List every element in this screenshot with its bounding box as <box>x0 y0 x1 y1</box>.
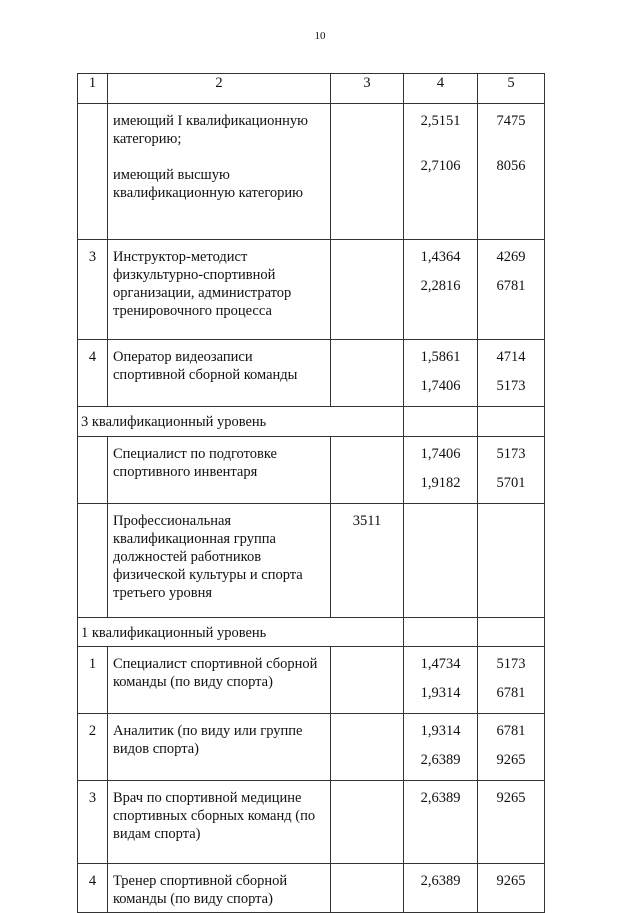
salary-value: 6781 <box>496 723 526 739</box>
row-number: 1 <box>78 647 108 714</box>
salary-value: 8056 <box>496 158 526 174</box>
salary-value: 5173 <box>496 378 526 394</box>
salary-table <box>77 73 545 913</box>
group-code <box>331 714 404 781</box>
salary-value: 6781 <box>496 685 526 701</box>
row-number: 4 <box>78 340 108 407</box>
salary-cell <box>478 437 545 504</box>
row-number: 2 <box>78 714 108 781</box>
coefficient-value: 1,7406 <box>420 378 461 394</box>
salary-cell <box>478 504 545 618</box>
table-row <box>78 240 545 340</box>
salary-value: 5173 <box>496 446 526 462</box>
qualification-level: 1 квалификационный уровень <box>78 618 404 647</box>
coefficient-value: 2,2816 <box>420 278 461 294</box>
position-name: Инструктор-методист физкультурно-спортивной организации, администратор тренировочного процесса <box>108 240 331 340</box>
row-number: 4 <box>78 864 108 913</box>
row-number <box>78 504 108 618</box>
coefficient-value: 1,9314 <box>420 685 461 701</box>
coefficient-cell <box>404 864 478 913</box>
salary-value: 7475 <box>496 113 526 129</box>
row-number <box>78 104 108 240</box>
salary-cell <box>478 781 545 864</box>
salary-cell <box>478 714 545 781</box>
empty-cell <box>478 407 545 437</box>
group-code <box>331 864 404 913</box>
salary-cell <box>478 340 545 407</box>
header-cell: 3 <box>331 74 404 104</box>
coefficient-cell <box>404 340 478 407</box>
table-row <box>78 864 545 913</box>
position-name: Врач по спортивной медицине спортивных сборных команд (по видам спорта) <box>108 781 331 864</box>
salary-value: 4714 <box>496 349 526 365</box>
level-row <box>78 407 545 437</box>
coefficient-value: 1,5861 <box>420 349 461 365</box>
table-row <box>78 104 545 240</box>
coefficient-cell <box>404 781 478 864</box>
empty-cell <box>404 407 478 437</box>
coefficient-cell <box>404 714 478 781</box>
header-cell: 5 <box>478 74 545 104</box>
position-name: Тренер спортивной сборной команды (по виду спорта) <box>108 864 331 913</box>
coefficient-cell <box>404 437 478 504</box>
coefficient-cell <box>404 240 478 340</box>
coefficient-value: 1,7406 <box>420 446 461 462</box>
position-name: Профессиональная квалификационная группа должностей работников физической культуры и спорта третьего уровня <box>108 504 331 618</box>
coefficient-value: 2,6389 <box>420 752 461 768</box>
coefficient-value: 2,5151 <box>420 113 461 129</box>
header-cell: 1 <box>78 74 108 104</box>
group-code <box>331 437 404 504</box>
position-name: Оператор видеозаписи спортивной сборной команды <box>108 340 331 407</box>
group-code <box>331 240 404 340</box>
position-name: Аналитик (по виду или группе видов спорта) <box>108 714 331 781</box>
coefficient-cell <box>404 504 478 618</box>
row-number <box>78 437 108 504</box>
table-row <box>78 437 545 504</box>
row-number: 3 <box>78 240 108 340</box>
salary-value: 9265 <box>496 790 526 806</box>
salary-value: 9265 <box>496 873 526 889</box>
salary-cell <box>478 240 545 340</box>
empty-cell <box>404 618 478 647</box>
coefficient-value: 2,7106 <box>420 158 461 174</box>
group-code: 3511 <box>331 504 404 618</box>
table-row <box>78 340 545 407</box>
coefficient-value: 1,9314 <box>420 723 461 739</box>
table-row <box>78 647 545 714</box>
empty-cell <box>478 618 545 647</box>
position-name-line: имеющий высшую квалификационную категорию <box>113 167 304 201</box>
header-cell: 2 <box>108 74 331 104</box>
salary-cell <box>478 864 545 913</box>
group-code <box>331 104 404 240</box>
salary-value: 5173 <box>496 656 526 672</box>
table-row <box>78 504 545 618</box>
level-row <box>78 618 545 647</box>
group-code <box>331 781 404 864</box>
group-code <box>331 340 404 407</box>
position-name <box>108 104 331 240</box>
position-name: Специалист по подготовке спортивного инвентаря <box>108 437 331 504</box>
position-name-line: имеющий I квалификационную категорию; <box>113 113 309 147</box>
salary-value: 6781 <box>496 278 526 294</box>
table-row <box>78 714 545 781</box>
coefficient-value: 1,9182 <box>420 475 461 491</box>
table-header-row <box>78 74 545 104</box>
coefficient-value: 2,6389 <box>420 790 461 806</box>
page-number: 10 <box>314 30 326 42</box>
group-code <box>331 647 404 714</box>
salary-value: 9265 <box>496 752 526 768</box>
qualification-level: 3 квалификационный уровень <box>78 407 404 437</box>
position-name: Специалист спортивной сборной команды (по виду спорта) <box>108 647 331 714</box>
coefficient-value: 1,4364 <box>420 249 461 265</box>
salary-cell <box>478 104 545 240</box>
header-cell: 4 <box>404 74 478 104</box>
coefficient-cell <box>404 647 478 714</box>
coefficient-value: 2,6389 <box>420 873 461 889</box>
table-row <box>78 781 545 864</box>
salary-value: 4269 <box>496 249 526 265</box>
salary-value: 5701 <box>496 475 526 491</box>
row-number: 3 <box>78 781 108 864</box>
coefficient-value: 1,4734 <box>420 656 461 672</box>
salary-cell <box>478 647 545 714</box>
coefficient-cell <box>404 104 478 240</box>
